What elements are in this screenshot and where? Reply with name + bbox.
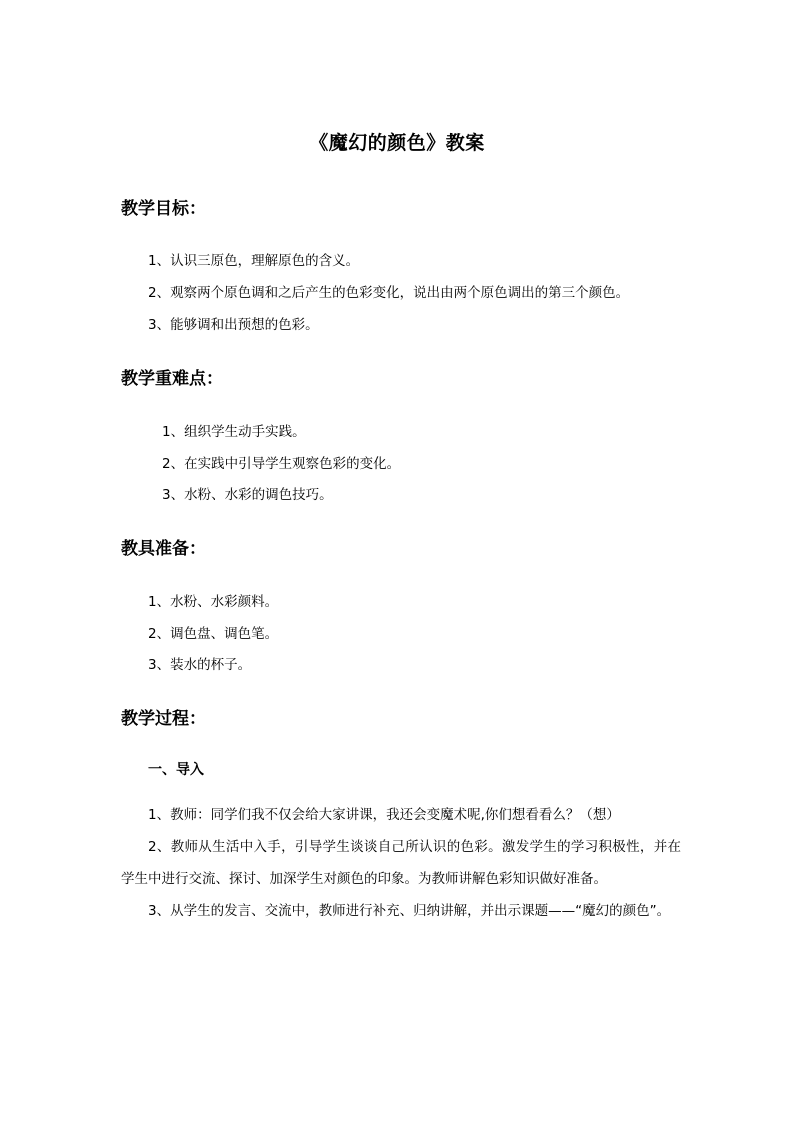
goal-item-3: 3、能够调和出预想的色彩。 — [148, 317, 319, 333]
section-heading-process: 教学过程： — [121, 709, 206, 729]
key-point-item-3: 3、水粉、水彩的调色技巧。 — [162, 487, 333, 503]
section-heading-materials: 教具准备： — [121, 539, 206, 559]
material-item-1: 1、水粉、水彩颜料。 — [148, 594, 279, 610]
section-heading-goals: 教学目标： — [121, 199, 206, 219]
key-point-item-2: 2、在实践中引导学生观察色彩的变化。 — [162, 456, 401, 472]
goal-item-2: 2、观察两个原色调和之后产生的色彩变化，说出由两个原色调出的第三个颜色。 — [148, 285, 630, 301]
process-paragraph-3: 3、从学生的发言、交流中，教师进行补充、归纳讲解，并出示课题——“魔幻的颜色”。 — [148, 903, 671, 919]
process-subheading-intro: 一、导入 — [148, 762, 204, 778]
process-paragraph-1: 1、教师：同学们我不仅会给大家讲课，我还会变魔术呢,你们想看看么？（想） — [148, 807, 620, 823]
goal-item-1: 1、认识三原色，理解原色的含义。 — [148, 253, 360, 269]
material-item-3: 3、装水的杯子。 — [148, 657, 252, 673]
section-heading-key-points: 教学重难点： — [121, 369, 223, 389]
process-paragraph-2: 2、教师从生活中入手，引导学生谈谈自己所认识的色彩。激发学生的学习积极性，并在学生中进行交流、探讨、加深学生对颜色的印象。为教师讲解色彩知识做好准备。 — [121, 839, 681, 887]
key-point-item-1: 1、组织学生动手实践。 — [162, 424, 306, 440]
material-item-2: 2、调色盘、调色笔。 — [148, 626, 279, 642]
document-title: 《魔幻的颜色》教案 — [309, 132, 485, 154]
